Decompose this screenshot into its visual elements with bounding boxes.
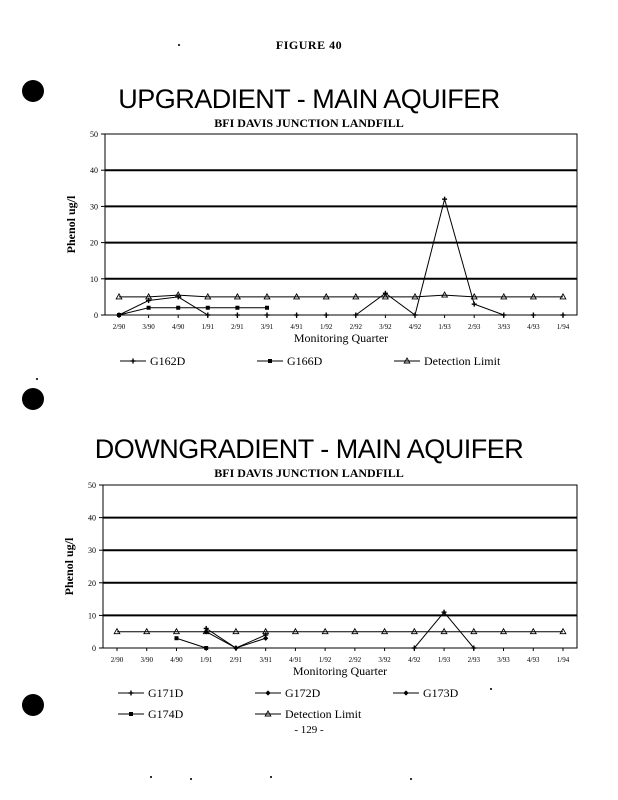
x-tick-label-1/92: 1/92 xyxy=(319,323,333,331)
x-tick-label-4/92: 4/92 xyxy=(408,323,422,331)
x-tick-label-2/90: 2/90 xyxy=(110,656,124,664)
x-tick-label-4/90: 4/90 xyxy=(170,656,183,664)
y-tick-label-10: 10 xyxy=(88,611,96,621)
scan-speck xyxy=(178,44,180,46)
x-tick-label-3/91: 3/91 xyxy=(260,323,274,331)
scan-speck xyxy=(270,776,272,778)
x-tick-label-2/91: 2/91 xyxy=(229,656,243,664)
x-tick-label-3/92: 3/92 xyxy=(379,323,392,331)
x-tick-label-3/91: 3/91 xyxy=(259,656,272,664)
scan-speck xyxy=(36,378,38,380)
y-tick-label-10: 10 xyxy=(90,274,98,284)
legend-label-G173D: G173D xyxy=(423,686,459,700)
y-axis-label: Phenol ug/l xyxy=(64,195,78,254)
series-line-G171D-1 xyxy=(414,612,473,648)
y-tick-label-30: 30 xyxy=(88,546,96,556)
chart-1-subtitle: BFI DAVIS JUNCTION LANDFILL xyxy=(214,116,404,130)
page-number: - 129 - xyxy=(294,724,324,736)
x-tick-label-2/93: 2/93 xyxy=(467,656,481,664)
y-axis-label: Phenol ug/l xyxy=(62,537,76,596)
y-tick-label-20: 20 xyxy=(88,578,96,588)
x-tick-label-1/93: 1/93 xyxy=(438,323,451,331)
y-tick-label-20: 20 xyxy=(90,238,98,248)
x-tick-label-3/90: 3/90 xyxy=(140,656,153,664)
x-tick-label-4/90: 4/90 xyxy=(171,323,185,331)
legend-label-G166D: G166D xyxy=(287,354,323,368)
series-G172D xyxy=(204,629,269,651)
x-tick-label-2/91: 2/91 xyxy=(231,323,244,331)
x-tick-label-3/93: 3/93 xyxy=(497,323,511,331)
scan-speck xyxy=(150,776,152,778)
x-tick-label-2/92: 2/92 xyxy=(349,323,363,331)
y-tick-label-30: 30 xyxy=(90,202,98,212)
series-line-G174D-0 xyxy=(176,638,206,648)
x-tick-label-4/93: 4/93 xyxy=(527,656,540,664)
point-G174D-4/90 xyxy=(174,636,178,640)
plot-frame xyxy=(103,485,577,648)
y-tick-label-50: 50 xyxy=(90,130,98,139)
x-tick-label-1/91: 1/91 xyxy=(199,656,213,664)
point-G172D-2/91 xyxy=(233,645,238,650)
x-axis-label: Monitoring Quarter xyxy=(292,664,388,678)
series-Detection Limit xyxy=(114,629,566,634)
x-tick-label-4/91: 4/91 xyxy=(289,656,302,664)
chart-2-title: DOWNGRADIENT - MAIN AQUIFER xyxy=(94,434,524,464)
x-tick-label-3/92: 3/92 xyxy=(378,656,391,664)
legend-marker-G173D xyxy=(403,690,408,695)
x-tick-label-4/92: 4/92 xyxy=(408,656,421,664)
y-tick-label-50: 50 xyxy=(88,481,96,490)
point-G172D-3/91 xyxy=(263,636,268,641)
x-axis-label: Monitoring Quarter xyxy=(293,331,389,345)
chart-2-subtitle: BFI DAVIS JUNCTION LANDFILL xyxy=(214,466,404,480)
legend-label-Detection Limit: Detection Limit xyxy=(285,707,362,721)
x-tick-label-2/93: 2/93 xyxy=(467,323,481,331)
x-tick-label-1/92: 1/92 xyxy=(318,656,332,664)
x-tick-label-2/90: 2/90 xyxy=(112,323,126,331)
x-tick-label-1/93: 1/93 xyxy=(437,656,451,664)
chart-1-title: UPGRADIENT - MAIN AQUIFER xyxy=(118,84,500,114)
y-tick-label-0: 0 xyxy=(94,311,98,320)
y-tick-label-0: 0 xyxy=(92,644,96,653)
x-tick-label-1/94: 1/94 xyxy=(556,656,570,664)
point-G174D-1/91 xyxy=(204,646,208,650)
legend-label-G162D: G162D xyxy=(150,354,186,368)
legend-label-G172D: G172D xyxy=(285,686,321,700)
legend-label-G174D: G174D xyxy=(148,707,184,721)
legend-label-Detection Limit: Detection Limit xyxy=(424,354,501,368)
x-tick-label-3/93: 3/93 xyxy=(497,656,510,664)
legend-marker-G174D xyxy=(129,712,133,716)
legend-label-G171D: G171D xyxy=(148,686,184,700)
scan-speck xyxy=(490,688,492,690)
figure-label: FIGURE 40 xyxy=(275,38,343,52)
x-tick-label-1/94: 1/94 xyxy=(556,323,570,331)
x-tick-label-4/91: 4/91 xyxy=(290,323,303,331)
legend-marker-G172D xyxy=(265,690,270,695)
x-tick-label-2/92: 2/92 xyxy=(348,656,362,664)
x-tick-label-1/91: 1/91 xyxy=(201,323,215,331)
scan-speck xyxy=(190,778,192,780)
y-tick-label-40: 40 xyxy=(88,513,96,523)
scan-speck xyxy=(410,778,412,780)
y-tick-label-40: 40 xyxy=(90,166,98,176)
x-tick-label-3/90: 3/90 xyxy=(142,323,155,331)
x-tick-label-4/93: 4/93 xyxy=(527,323,540,331)
